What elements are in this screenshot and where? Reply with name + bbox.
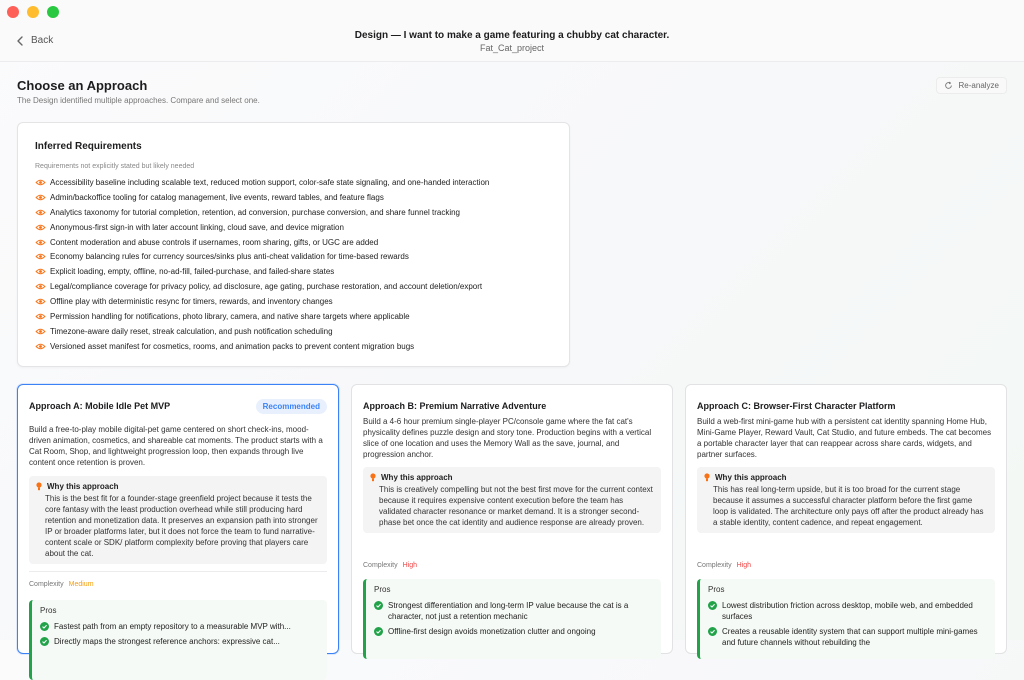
requirement-item: [35, 220, 489, 235]
why-title: Why this approach: [47, 482, 119, 491]
pro-text: Offline-first design avoids monetization clutter and ongoing: [388, 627, 596, 636]
complexity-label: Complexity: [697, 562, 732, 569]
minimize-window-button[interactable]: [27, 6, 39, 18]
requirement-item: [35, 205, 489, 220]
complexity-value: High: [736, 562, 752, 569]
eye-icon: [35, 224, 46, 231]
requirement-text: Versioned asset manifest for cosmetics, rooms, and animation packs to prevent content migration bugs: [50, 341, 415, 351]
eye-icon: [35, 283, 46, 290]
requirements-list: [35, 175, 489, 354]
why-body: This is creatively compelling but not the best first move for the current context because it requires expensive content execution before the team has validated character resonance or market demand. It is a stronger second-phase bet once the cat identity and audience response are already proven.: [379, 485, 653, 527]
back-label: Back: [31, 35, 54, 46]
reanalyze-label: Re-analyze: [958, 81, 999, 90]
requirement-item: [35, 324, 489, 339]
approach-card-header: [363, 395, 661, 417]
pro-text: Creates a reusable identity system that can support multiple mini-games and future channels without rebuilding the: [722, 627, 978, 647]
eye-icon: [35, 328, 46, 335]
pro-text: Strongest differentiation and long-term IP value because the cat is a character, not just a retention mechanic: [388, 601, 629, 621]
eye-icon: [35, 194, 46, 201]
requirement-text: Explicit loading, empty, offline, no-ad-fill, failed-purchase, and failed-share states: [50, 267, 335, 277]
requirement-item: [35, 294, 489, 309]
pro-text: Directly maps the strongest reference anchors: expressive cat...: [54, 637, 280, 646]
pros-title: Pros: [374, 585, 391, 594]
pros-section: [697, 579, 995, 659]
check-circle-icon: [374, 627, 383, 636]
approach-card-a[interactable]: [17, 384, 339, 654]
why-body: This has real long-term upside, but it is too broad for the current stage because it assumes a successful character platform before the first game loop is validated. The architecture only pays off after the product already has a stable identity, content cadence, and repeat engagement.: [713, 485, 984, 527]
requirements-title: Inferred Requirements: [35, 141, 142, 152]
requirement-text: Permission handling for notifications, photo library, camera, and native share targets where applicable: [50, 311, 410, 321]
lightbulb-icon: [704, 473, 710, 482]
pro-item: [40, 636, 319, 647]
approach-title: Approach A: Mobile Idle Pet MVP: [29, 401, 171, 411]
requirement-text: Admin/backoffice tooling for catalog management, live events, reward tables, and feature flags: [50, 192, 384, 202]
requirement-item: [35, 190, 489, 205]
project-name: Fat_Cat_project: [479, 43, 545, 53]
requirement-item: [35, 175, 489, 190]
check-circle-icon: [708, 627, 717, 636]
pro-item: [374, 626, 653, 637]
requirement-item: [35, 249, 489, 264]
approach-title: Approach C: Browser-First Character Platform: [697, 401, 896, 411]
why-body: This is the best fit for a founder-stage greenfield project because it tests the core fantasy with the least production overhead while still producing hard retention and monetization data. It preserves an expansion path into stronger IP or broader platforms later, but it does not force the team to fund narrative-content scale or SDK/ platform complexity before proving that players care about the cat.: [45, 494, 318, 558]
title-bar: [0, 0, 1024, 62]
complexity-value: High: [402, 562, 418, 569]
pros-section: [29, 600, 327, 680]
why-this-approach: [697, 467, 995, 533]
window-controls: [7, 6, 59, 18]
requirement-text: Anonymous-first sign-in with later account linking, cloud save, and device migration: [50, 222, 344, 232]
page-description: The Design identified multiple approaches. Compare and select one.: [17, 96, 260, 105]
pro-item: [708, 626, 987, 648]
check-circle-icon: [40, 622, 49, 631]
reanalyze-button[interactable]: [936, 77, 1007, 94]
approach-card-b[interactable]: [351, 384, 673, 654]
requirement-item: [35, 339, 489, 354]
why-this-approach: [363, 467, 661, 533]
requirements-subtitle: Requirements not explicitly stated but likely needed: [35, 163, 195, 170]
complexity-value: Medium: [68, 581, 94, 588]
complexity-row: [697, 562, 751, 569]
eye-icon: [35, 343, 46, 350]
requirement-text: Timezone-aware daily reset, streak calculation, and push notification scheduling: [50, 326, 333, 336]
recommended-badge: Recommended: [256, 399, 327, 414]
lightbulb-icon: [370, 473, 376, 482]
why-header: [704, 472, 988, 483]
requirement-text: Offline play with deterministic resync for timers, rewards, and inventory changes: [50, 297, 333, 307]
eye-icon: [35, 298, 46, 305]
approach-description: Build a 4-6 hour premium single-player PC/console game where the fat cat's physicality defines puzzle design and story tone. Production begins with a vertical slice of one location and uses the Memory Wall as the save, journal, and progression anchor.: [363, 417, 652, 459]
requirement-text: Accessibility baseline including scalable text, reduced motion support, color-safe state signaling, and one-handed interaction: [50, 177, 490, 187]
eye-icon: [35, 313, 46, 320]
check-circle-icon: [374, 601, 383, 610]
window-title: Design — I want to make a game featuring a chubby cat character.: [354, 30, 670, 41]
why-title: Why this approach: [381, 473, 453, 482]
approach-card-header: [697, 395, 995, 417]
refresh-icon: [944, 81, 953, 90]
approach-card-header: [29, 395, 327, 417]
requirement-item: [35, 279, 489, 294]
eye-icon: [35, 209, 46, 216]
eye-icon: [35, 253, 46, 260]
pros-section: [363, 579, 661, 659]
requirement-text: Economy balancing rules for currency sources/sinks plus anti-cheat validation for time-based rewards: [50, 252, 409, 262]
inferred-requirements-card: [17, 122, 570, 367]
page-title: Choose an Approach: [17, 78, 148, 93]
approach-description: Build a web-first mini-game hub with a persistent cat identity spanning Home Hub, Mini-Game Player, Reward Vault, Cat Studio, and future embeds. The cat becomes a portable character layer that can reappear across share cards, widgets, and partner surfaces.: [697, 417, 992, 459]
pro-text: Lowest distribution friction across desktop, mobile web, and embedded surfaces: [722, 601, 973, 621]
approach-description: Build a free-to-play mobile digital-pet game centered on short check-ins, mood-driven animation, cosmetics, and shareable cat moments. The product starts with a Cat Room, Shop, and lightweight progression loop, then expands through live content once retention is proven.: [29, 425, 323, 467]
why-header: [36, 481, 320, 492]
check-circle-icon: [708, 601, 717, 610]
zoom-window-button[interactable]: [47, 6, 59, 18]
approach-card-c[interactable]: [685, 384, 1007, 654]
requirement-text: Analytics taxonomy for tutorial completion, retention, ad conversion, purchase conversion, and share funnel tracking: [50, 207, 460, 217]
pro-item: [40, 621, 319, 632]
pro-item: [708, 600, 987, 622]
pro-item: [374, 600, 653, 622]
requirement-text: Content moderation and abuse controls if usernames, room sharing, gifts, or UGC are added: [50, 237, 379, 247]
complexity-row: [363, 562, 417, 569]
complexity-row: [29, 581, 94, 588]
pros-title: Pros: [40, 606, 57, 615]
eye-icon: [35, 179, 46, 186]
complexity-label: Complexity: [363, 562, 398, 569]
why-title: Why this approach: [715, 473, 787, 482]
close-window-button[interactable]: [7, 6, 19, 18]
complexity-label: Complexity: [29, 581, 64, 588]
requirement-item: [35, 309, 489, 324]
eye-icon: [35, 239, 46, 246]
pro-text: Fastest path from an empty repository to a measurable MVP with...: [54, 622, 291, 631]
divider: [29, 571, 327, 572]
pros-title: Pros: [708, 585, 725, 594]
check-circle-icon: [40, 637, 49, 646]
requirement-item: [35, 235, 489, 250]
requirement-item: [35, 264, 489, 279]
why-header: [370, 472, 654, 483]
eye-icon: [35, 268, 46, 275]
approach-title: Approach B: Premium Narrative Adventure: [363, 401, 547, 411]
lightbulb-icon: [36, 482, 42, 491]
requirement-text: Legal/compliance coverage for privacy policy, ad disclosure, age gating, purchase restoration, and account deletion/export: [50, 282, 483, 292]
why-this-approach: [29, 476, 327, 564]
